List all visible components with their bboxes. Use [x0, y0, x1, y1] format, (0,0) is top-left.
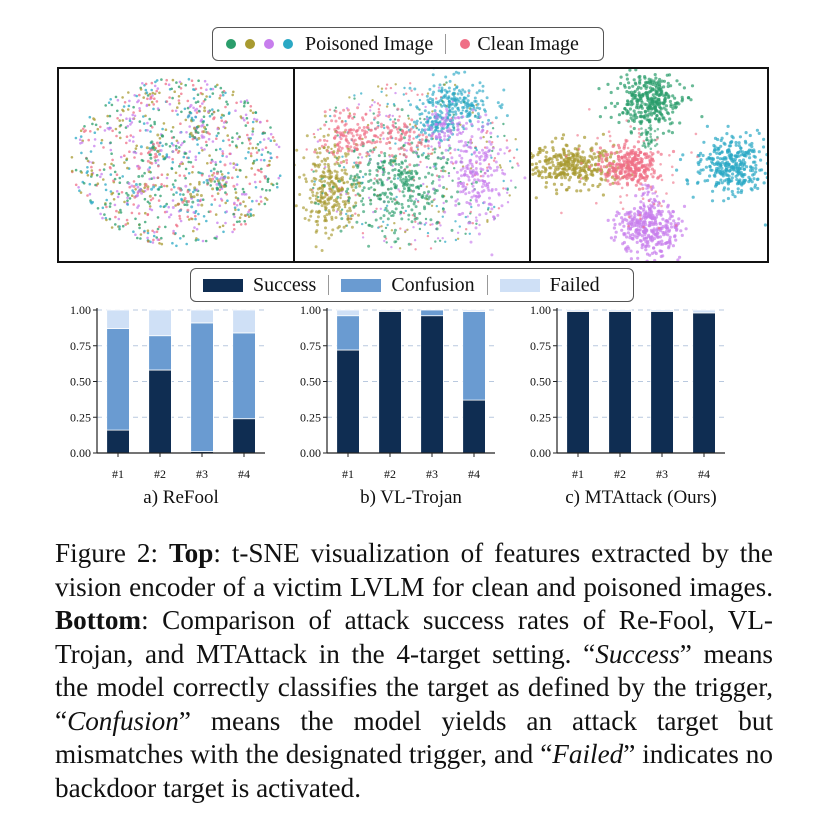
caption-success-word: Success	[595, 638, 680, 669]
bar-success-1	[337, 350, 360, 453]
bar-chart-0	[70, 303, 265, 508]
x-tick-label: #4	[468, 467, 480, 481]
poisoned-dot-green	[226, 39, 236, 49]
bar-success-2	[609, 311, 632, 453]
bar-chart-1	[300, 303, 495, 508]
legend-divider	[445, 34, 446, 54]
x-tick-label: #1	[342, 467, 354, 481]
y-tick-label: 0.25	[300, 410, 321, 425]
bar-failed-1	[107, 310, 130, 329]
y-tick-label: 0.50	[300, 374, 321, 389]
tsne-legend	[212, 27, 604, 61]
caption-confusion-text: ” means the model yields an attack target but mismatches with the designated trigger, and “	[55, 705, 773, 769]
bar-failed-4	[693, 310, 716, 313]
bar-failed-2	[609, 310, 632, 311]
poisoned-dot-olive	[245, 39, 255, 49]
y-tick-label: 0.25	[70, 410, 91, 425]
bar-success-3	[651, 311, 674, 453]
bar-success-1	[567, 311, 590, 453]
caption-success-text: ” means the model correctly classifies the target as defined by the trigger, “	[55, 638, 773, 736]
y-tick-label: 1.00	[70, 303, 91, 317]
caption-failed-word: Failed	[552, 739, 624, 769]
y-tick-label: 1.00	[530, 303, 551, 317]
success-swatch	[203, 279, 243, 292]
bar-success-4	[233, 419, 256, 453]
bar-failed-1	[337, 310, 360, 316]
caption-top-word: Top	[168, 538, 214, 568]
confusion-swatch	[341, 279, 381, 292]
tsne-panel-refool	[57, 67, 297, 263]
bar-confusion-3	[191, 323, 214, 452]
y-tick-label: 0.50	[530, 374, 551, 389]
tsne-panel-mtattack	[529, 67, 769, 263]
poisoned-legend-dots	[223, 34, 299, 54]
bar-success-2	[379, 311, 402, 453]
chart-title: a) ReFool	[143, 487, 219, 508]
bar-failed-3	[651, 310, 674, 311]
x-tick-label: #4	[238, 467, 250, 481]
legend-divider	[487, 275, 488, 295]
caption-failed-text: ” indicates no backdoor target is activated.	[55, 739, 773, 803]
bar-failed-4	[233, 310, 256, 333]
figure-caption	[55, 537, 773, 805]
x-tick-label: #1	[112, 467, 124, 481]
caption-label: Figure 2:	[55, 538, 169, 568]
y-tick-label: 0.75	[70, 338, 91, 353]
bar-failed-2	[379, 310, 402, 311]
bar-success-4	[463, 400, 486, 453]
bar-confusion-3	[421, 310, 444, 316]
chart-title: c) MTAttack (Ours)	[565, 487, 717, 508]
stacked-bar-charts	[0, 300, 825, 515]
bar-failed-1	[567, 310, 590, 311]
poisoned-legend-label: Poisoned Image	[305, 32, 434, 55]
x-tick-label: #3	[196, 467, 208, 481]
x-tick-label: #3	[426, 467, 438, 481]
bar-failed-4	[463, 310, 486, 311]
x-tick-label: #3	[656, 467, 668, 481]
y-tick-label: 0.50	[70, 374, 91, 389]
caption-bottom-text: : Comparison of attack success rates of Re-Fool, VL-Trojan, and MTAttack in the 4-target setting. “	[55, 605, 773, 669]
bar-confusion-2	[149, 336, 172, 370]
bar-success-3	[421, 316, 444, 453]
y-tick-label: 0.75	[300, 338, 321, 353]
y-tick-label: 0.00	[70, 446, 91, 460]
bar-legend	[190, 268, 634, 302]
chart-title: b) VL-Trojan	[360, 487, 462, 508]
poisoned-dot-violet	[264, 39, 274, 49]
x-tick-label: #4	[698, 467, 710, 481]
legend-divider	[328, 275, 329, 295]
caption-bottom-word: Bottom	[55, 605, 142, 635]
clean-legend-dot	[458, 34, 472, 54]
y-tick-label: 0.00	[530, 446, 551, 460]
bar-confusion-4	[463, 311, 486, 400]
confusion-legend-label: Confusion	[391, 273, 475, 296]
clean-legend-label: Clean Image	[477, 32, 579, 55]
bar-success-1	[107, 430, 130, 453]
y-tick-label: 1.00	[300, 303, 321, 317]
tsne-scatter-vltrojan	[295, 69, 531, 261]
poisoned-dot-teal	[283, 39, 293, 49]
bar-confusion-1	[337, 316, 360, 350]
y-tick-label: 0.25	[530, 410, 551, 425]
tsne-panel-vltrojan	[293, 67, 533, 263]
bar-failed-2	[149, 310, 172, 336]
bar-chart-2	[530, 303, 725, 508]
tsne-scatter-mtattack	[531, 69, 767, 261]
caption-confusion-word: Confusion	[67, 705, 179, 736]
y-tick-label: 0.00	[300, 446, 321, 460]
x-tick-label: #2	[384, 467, 396, 481]
x-tick-label: #1	[572, 467, 584, 481]
caption-top-text: : t-SNE visualization of features extracted by the vision encoder of a victim LVLM for clean and poisoned images.	[55, 538, 773, 602]
bar-failed-3	[191, 310, 214, 323]
bar-confusion-1	[107, 329, 130, 431]
bar-success-4	[693, 313, 716, 453]
success-legend-label: Success	[253, 273, 317, 296]
y-tick-label: 0.75	[530, 338, 551, 353]
x-tick-label: #2	[614, 467, 626, 481]
bar-confusion-4	[233, 333, 256, 419]
bar-success-2	[149, 370, 172, 453]
tsne-scatter-refool	[59, 69, 295, 261]
x-tick-label: #2	[154, 467, 166, 481]
failed-legend-label: Failed	[549, 273, 600, 296]
failed-swatch	[500, 279, 540, 292]
